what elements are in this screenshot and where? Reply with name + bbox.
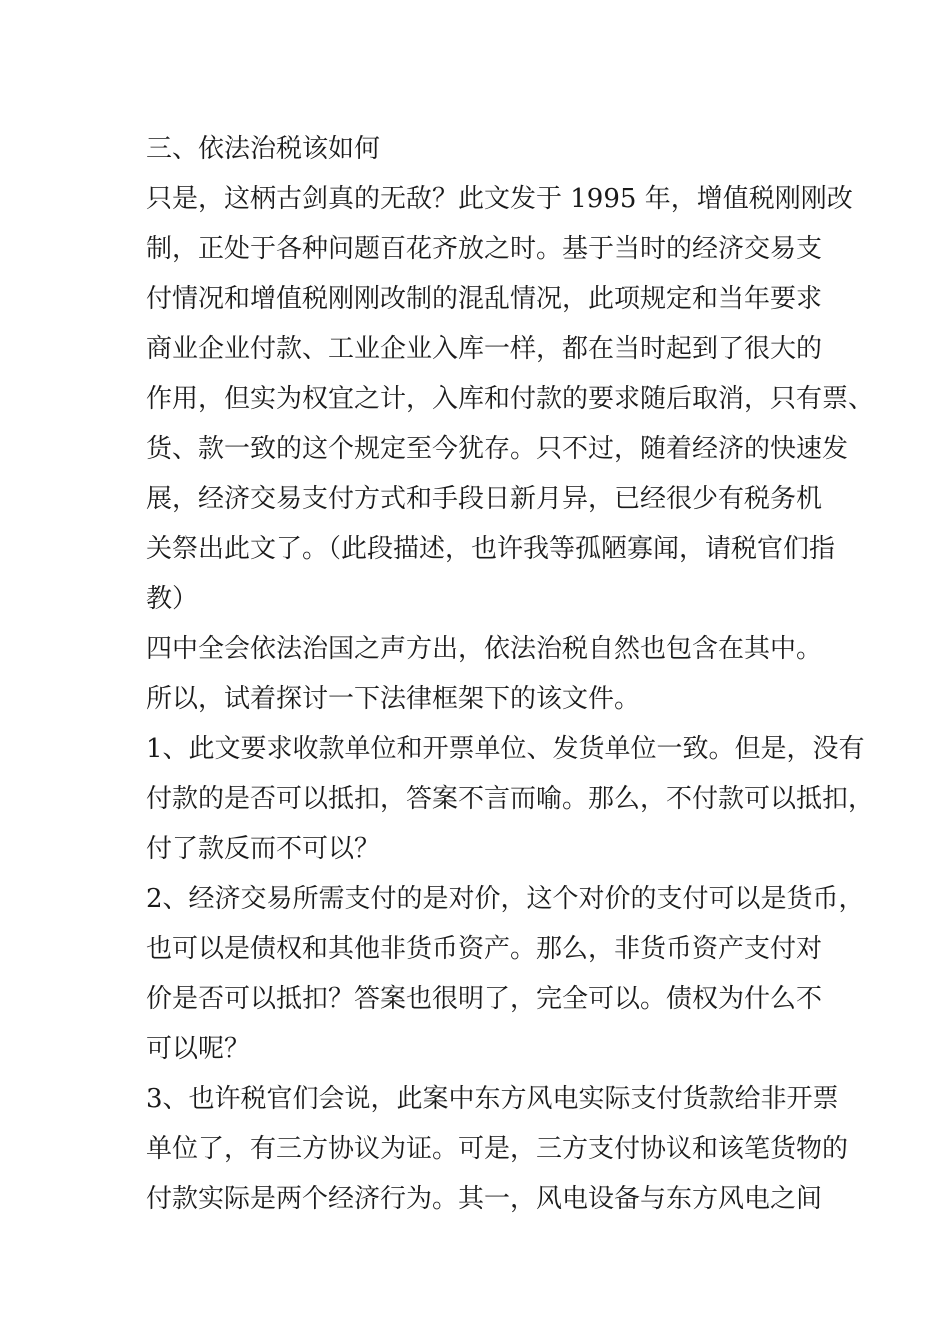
text-line: 单位了，有三方协议为证。可是，三方支付协议和该笔货物的: [146, 1134, 849, 1164]
text-line: 四中全会依法治国之声方出，依法治税自然也包含在其中。: [146, 634, 823, 664]
document-body: [146, 124, 875, 1224]
text-line: 付款实际是两个经济行为。其一，风电设备与东方风电之间: [146, 1184, 823, 1214]
text-line: 可以呢？: [146, 1034, 251, 1064]
text-line: 付了款反而不可以？: [146, 834, 381, 864]
section-heading: 三、依法治税该如何: [146, 134, 381, 164]
text-line: 1、此文要求收款单位和开票单位、发货单位一致。但是，没有: [146, 734, 865, 764]
text-line: 3、也许税官们会说，此案中东方风电实际支付货款给非开票: [146, 1084, 839, 1114]
text-line: 教）: [146, 584, 199, 614]
text-line: 制，正处于各种问题百花齐放之时。基于当时的经济交易支: [146, 234, 823, 264]
text-line: 商业企业付款、工业企业入库一样，都在当时起到了很大的: [146, 334, 823, 364]
text-line: 2、经济交易所需支付的是对价，这个对价的支付可以是货币，: [146, 884, 865, 914]
text-line: 也可以是债权和其他非货币资产。那么，非货币资产支付对: [146, 934, 823, 964]
text-line: 付款的是否可以抵扣，答案不言而喻。那么，不付款可以抵扣，: [146, 784, 875, 814]
text-line: 只是，这柄古剑真的无敌？此文发于 1995 年，增值税刚刚改: [146, 184, 853, 214]
text-line: 展，经济交易支付方式和手段日新月异，已经很少有税务机: [146, 484, 823, 514]
text-line: 作用，但实为权宜之计，入库和付款的要求随后取消，只有票、: [146, 384, 875, 414]
text-line: 关祭出此文了。（此段描述，也许我等孤陋寡闻，请税官们指: [146, 534, 836, 564]
text-line: 价是否可以抵扣？答案也很明了，完全可以。债权为什么不: [146, 984, 823, 1014]
text-line: 所以，试着探讨一下法律框架下的该文件。: [146, 684, 641, 714]
text-line: 付情况和增值税刚刚改制的混乱情况，此项规定和当年要求: [146, 284, 823, 314]
text-line: 货、款一致的这个规定至今犹存。只不过，随着经济的快速发: [146, 434, 849, 464]
